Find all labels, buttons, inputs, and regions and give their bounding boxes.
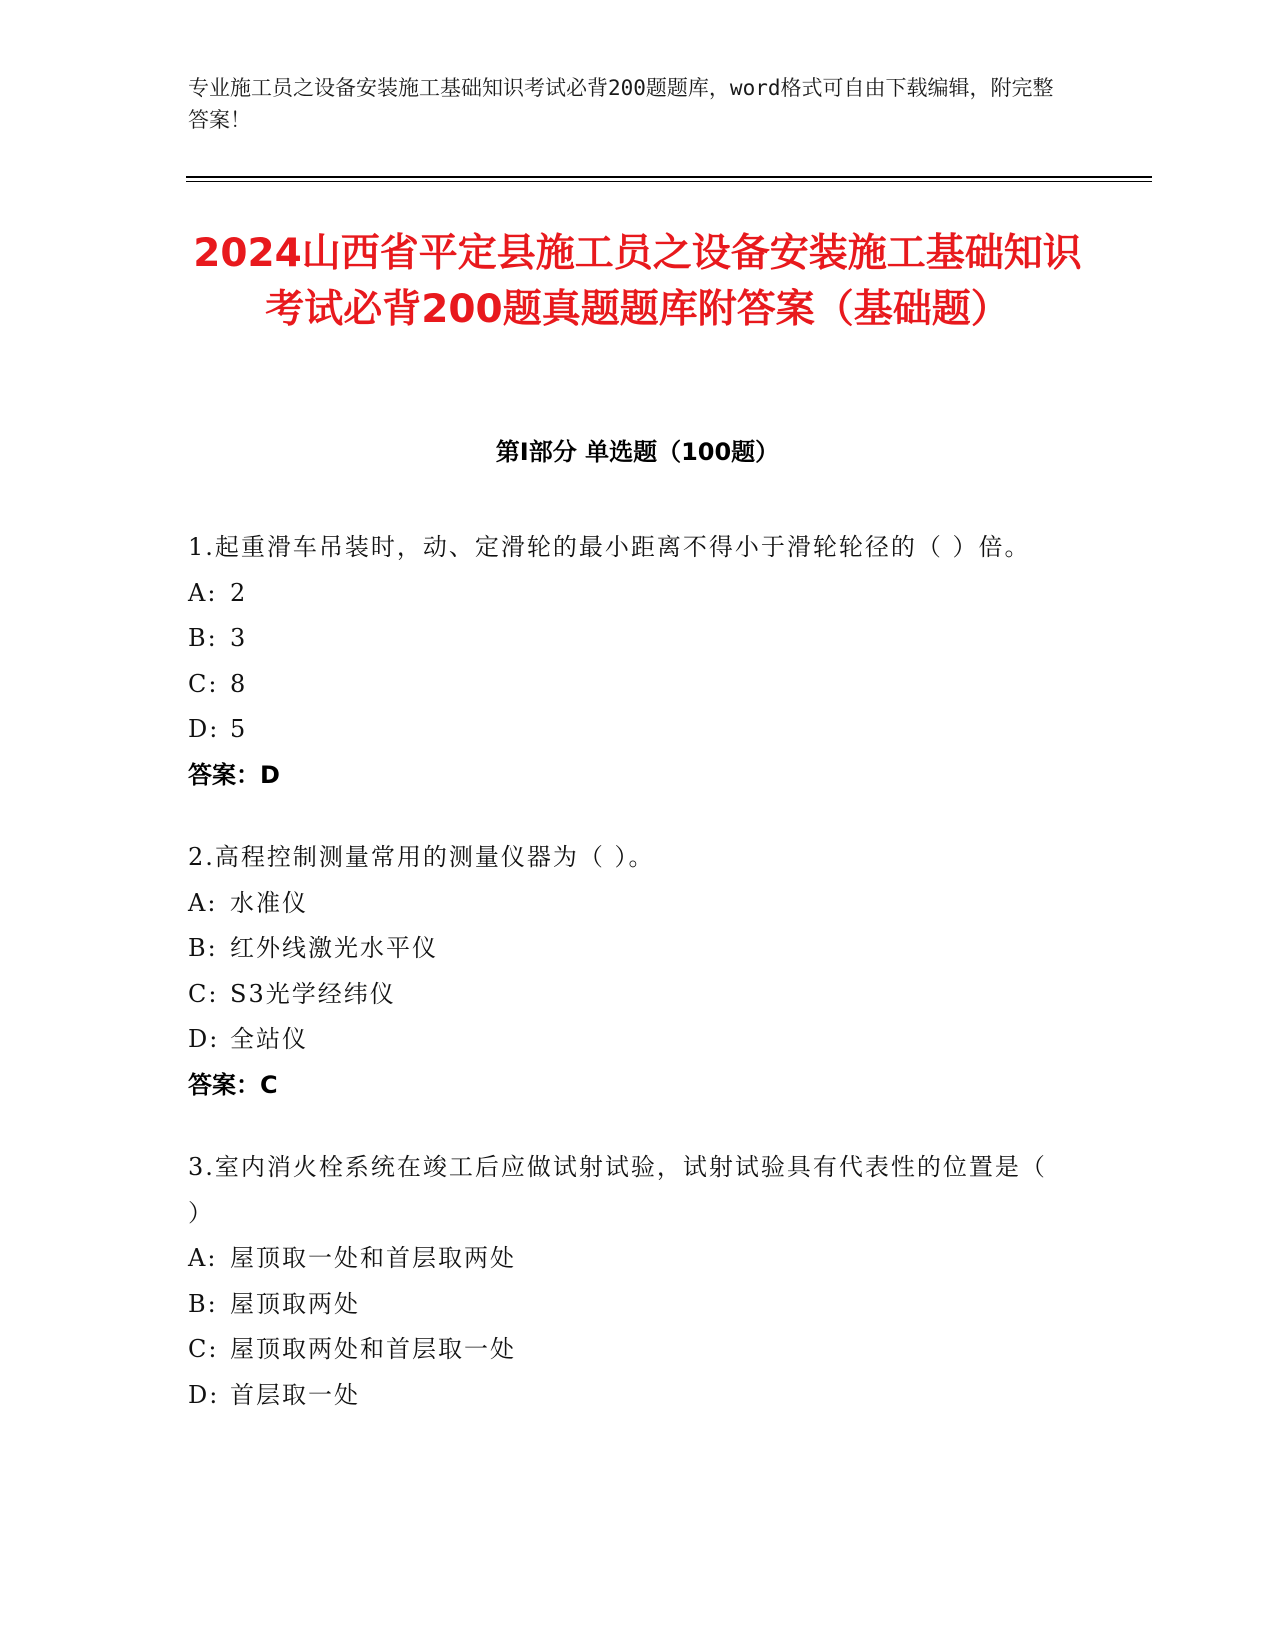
option-text: 3 xyxy=(230,624,248,652)
option-d xyxy=(188,707,1068,753)
option-text: 8 xyxy=(230,669,248,698)
option-d xyxy=(188,1373,1068,1419)
option-key: D: xyxy=(188,1025,220,1053)
option-a xyxy=(188,571,1068,617)
option-b xyxy=(188,926,1068,972)
option-key: D: xyxy=(188,1380,220,1409)
header-note: 专业施工员之设备安装施工基础知识考试必背200题题库，word格式可自由下载编辑，附完整答案！ xyxy=(188,76,1054,132)
option-text: 水准仪 xyxy=(230,888,308,917)
answer-line: 答案：C xyxy=(188,1070,278,1099)
question-2 xyxy=(188,835,1068,1108)
header-divider-thick xyxy=(186,176,1152,178)
option-key: B: xyxy=(188,934,218,962)
header-divider-thin xyxy=(186,181,1152,182)
question-stem: 2.高程控制测量常用的测量仪器为（ ）。 xyxy=(188,843,655,871)
option-a xyxy=(188,1236,1068,1282)
option-key: B: xyxy=(188,624,218,652)
option-c xyxy=(188,1327,1068,1373)
option-c xyxy=(188,972,1068,1018)
option-text: 红外线激光水平仪 xyxy=(230,934,438,962)
option-key: C: xyxy=(188,669,219,698)
option-key: D: xyxy=(188,715,220,743)
question-3 xyxy=(188,1145,1068,1418)
question-1 xyxy=(188,525,1068,798)
option-text: 全站仪 xyxy=(230,1025,308,1053)
option-key: B: xyxy=(188,1289,218,1318)
option-key: C: xyxy=(188,979,219,1008)
section-title: 第I部分 单选题（100题） xyxy=(495,438,780,466)
question-stem: 3.室内消火栓系统在竣工后应做试射试验，试射试验具有代表性的位置是（ ） xyxy=(188,1153,1047,1227)
option-text: S3光学经纬仪 xyxy=(230,979,396,1008)
option-text: 屋顶取一处和首层取两处 xyxy=(230,1244,516,1272)
option-b xyxy=(188,1282,1068,1328)
question-list xyxy=(188,525,1068,1455)
option-key: A: xyxy=(188,888,218,917)
option-c xyxy=(188,662,1068,708)
option-key: A: xyxy=(188,1244,218,1272)
option-b xyxy=(188,616,1068,662)
option-key: A: xyxy=(188,578,218,607)
document-title: 2024山西省平定县施工员之设备安装施工基础知识考试必背200题真题题库附答案（基础题） xyxy=(193,231,1082,332)
option-a xyxy=(188,881,1068,927)
option-text: 首层取一处 xyxy=(230,1380,360,1409)
option-text: 屋顶取两处 xyxy=(230,1289,360,1318)
option-text: 屋顶取两处和首层取一处 xyxy=(230,1335,516,1363)
option-text: 2 xyxy=(230,578,248,607)
question-stem: 1.起重滑车吊装时，动、定滑轮的最小距离不得小于滑轮轮径的（ ）倍。 xyxy=(188,533,1031,561)
answer-line: 答案：D xyxy=(188,760,280,789)
option-key: C: xyxy=(188,1335,219,1363)
option-d xyxy=(188,1017,1068,1063)
option-text: 5 xyxy=(230,715,248,743)
